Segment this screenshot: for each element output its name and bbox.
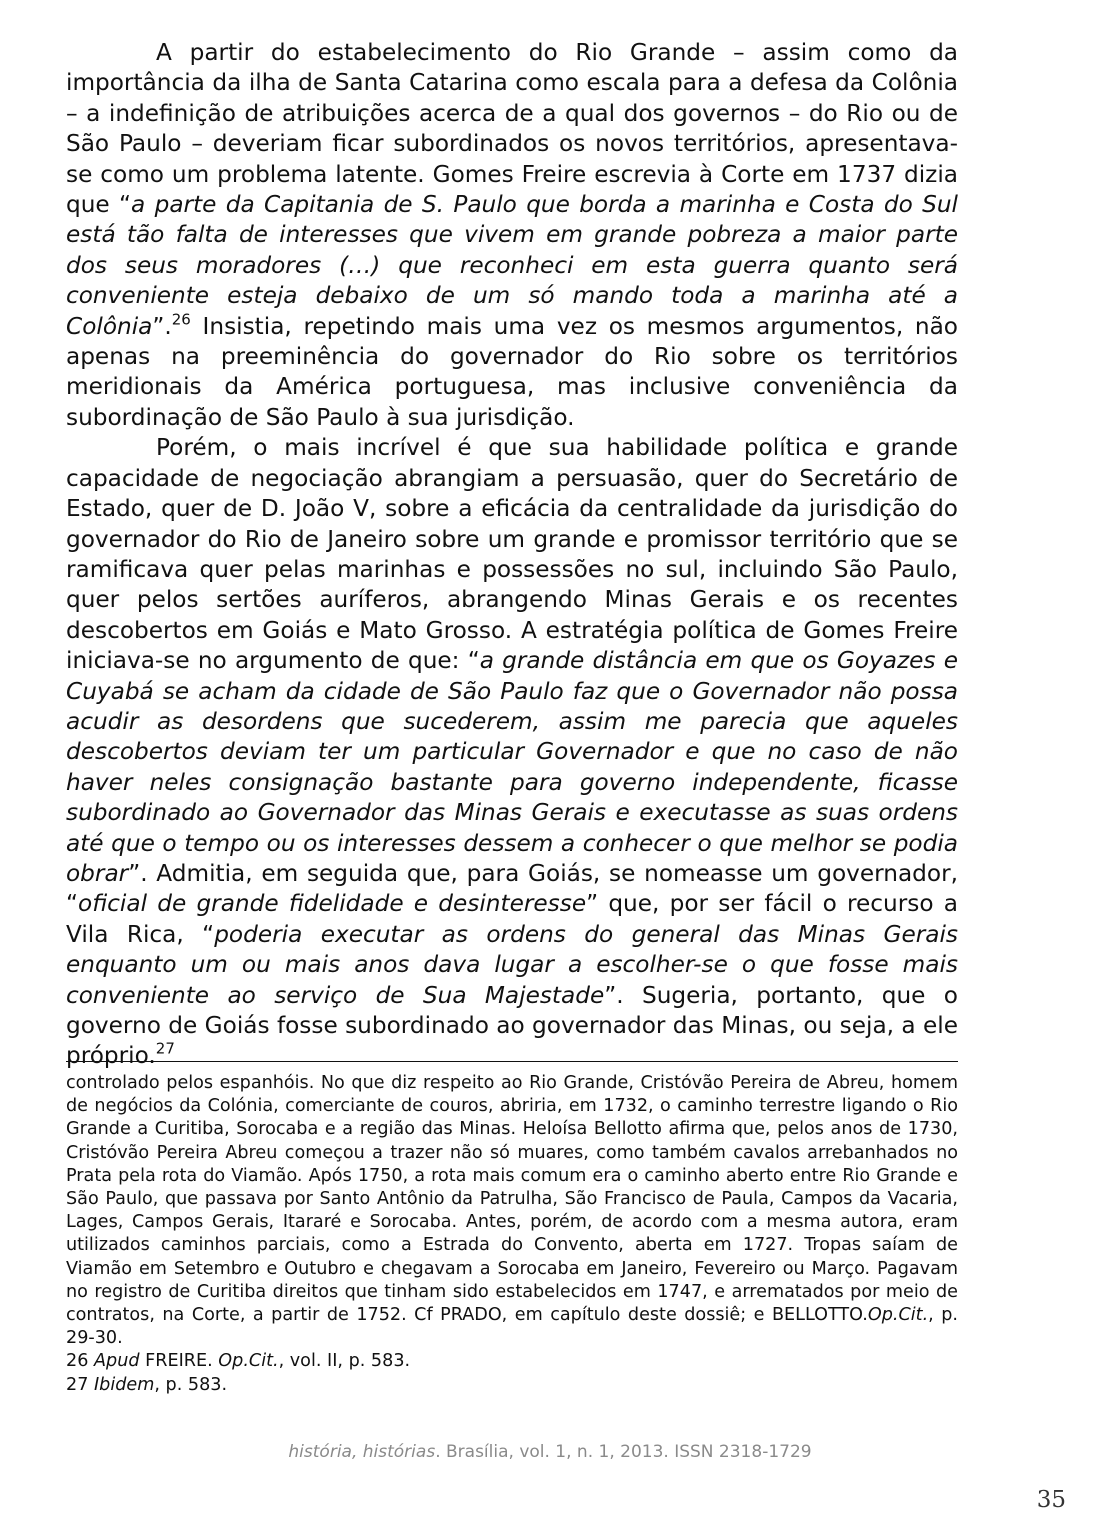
quoted-italic-text: poderia executar as ordens do general das Minas Gerais enquanto um ou mais anos dava lugar a escolher-se o que fosse mais conveniente ao serviço de Sua Majestade [66, 920, 958, 1009]
quoted-italic-text: Op.Cit. [218, 1351, 279, 1372]
text-run: ” que, por ser fácil o recurso a Vila Rica, “ [66, 890, 958, 948]
footnote-27 [66, 1374, 958, 1397]
paragraph-2 [66, 433, 958, 1072]
page-number: 35 [1036, 1487, 1066, 1513]
running-footer [0, 1442, 1100, 1462]
body-text [66, 38, 958, 1072]
quoted-italic-text: oficial de grande fidelidade e desinteresse [78, 890, 587, 918]
footnote-reference: 26 [171, 309, 191, 328]
text-run: A partir do estabelecimento do Rio Grande – assim como da importância da ilha de Santa Catarina como escala para a defesa da Colônia – a indefinição de atribuições acerca de a qual dos governos – do Rio ou de São Paulo – deveriam ficar subordinados os novos territórios, apresentava-se como um problema latente. Gomes Freire escrevia à Corte em 1737 dizia que “ [66, 39, 958, 219]
text-run: FREIRE. [139, 1351, 219, 1372]
text-run: Insistia, repetindo mais uma vez os mesmos argumentos, não apenas na preeminência do governador do Rio sobre os territórios meridionais da América portuguesa, mas inclusive conveniência da subordinação de São Paulo à sua jurisdição. [66, 312, 958, 431]
journal-details: . Brasília, vol. 1, n. 1, 2013. ISSN 2318-1729 [435, 1442, 812, 1462]
footnotes [66, 1072, 958, 1397]
journal-title: história, histórias [288, 1442, 436, 1462]
text-run: ”. [152, 312, 172, 340]
footnote-number: 26 [66, 1351, 89, 1372]
footnote-number: 27 [66, 1374, 89, 1395]
footnote-reference: 27 [155, 1039, 175, 1058]
quoted-italic-text: a parte da Capitania de S. Paulo que borda a marinha e Costa do Sul está tão falta de interesses que vivem em grande pobreza a maior parte dos seus moradores (…) que reconheci em esta guerra quanto será conveniente esteja debaixo de um só mando toda a marinha até a Colônia [66, 191, 958, 340]
text-run: ”. Admitia, em seguida que, para Goiás, se nomeasse um governador, “ [66, 859, 958, 918]
text-run: Porém, o mais incrível é que sua habilidade política e grande capacidade de negociação abrangiam a persuasão, quer do Secretário de Estado, quer de D. João V, sobre a eficácia da centralidade da jurisdição do governador do Rio de Janeiro sobre um grande e promissor território que se ramificava quer pelas marinhas e possessões no sul, incluindo São Paulo, quer pelos sertões auríferos, abrangendo Minas Gerais e os recentes descobertos em Goiás e Mato Grosso. A estratégia política de Gomes Freire iniciava-se no argumento de que: “ [66, 434, 958, 675]
text-run: ”. Sugeria, portanto, que o governo de Goiás fosse subordinado ao governador das Minas, ou seja, a ele próprio. [66, 981, 958, 1070]
text-run: , p. 583. [154, 1374, 228, 1395]
quoted-italic-text: a grande distância em que os Goyazes e Cuyabá se acham da cidade de São Paulo faz que o Governador não possa acudir as desordens que sucederem, assim me parecia que aqueles descobertos deviam ter um particular Governador e que no caso de não haver neles consignação bastante para governo independente, ficasse subordinado ao Governador das Minas Gerais e executasse as suas ordens até que o tempo ou os interesses dessem a conhecer o que melhor se podia obrar [66, 647, 958, 887]
footnote-continuation-text: controlado pelos espanhóis. No que diz respeito ao Rio Grande, Cristóvão Pereira de Abreu, homem de negócios da Colónia, comerciante de couros, abriria, em 1732, o caminho terrestre ligando o Rio Grande a Curitiba, Sorocaba e a região das Minas. Heloísa Bellotto afirma que, pelos anos de 1730, Cristóvão Pereira Abreu começou a trazer não só muares, como também cavalos arrebanhados no Prata pela rota do Viamão. Após 1750, a rota mais comum era o caminho aberto entre Rio Grande e São Paulo, que passava por Santo Antônio da Patrulha, São Francisco de Paula, Campos da Vacaria, Lages, Campos Gerais, Itararé e Sorocaba. Antes, porém, de acordo com a mesma autora, eram utilizados caminhos parciais, como a Estrada do Convento, aberta em 1727. Tropas saíam de Viamão em Setembro e Outubro e chegavam a Sorocaba em Janeiro, Fevereiro ou Março. Pagavam no registro de Curitiba direitos que tinham sido estabelecidos em 1747, e arrematados por meio de contratos, na Corte, a partir de 1752. Cf PRADO, em capítulo deste dossiê; e BELLOTTO. [66, 1073, 958, 1326]
footnote-continuation [66, 1072, 958, 1350]
text-run: , vol. II, p. 583. [278, 1351, 411, 1372]
footnote-26 [66, 1350, 958, 1373]
paragraph-1 [66, 38, 958, 433]
footnote-continuation-ref: Op.Cit. [867, 1305, 929, 1326]
footnote-continuation-tail: , p. 29-30. [66, 1305, 959, 1349]
quoted-italic-text: Apud [93, 1351, 140, 1372]
quoted-italic-text: Ibidem [93, 1374, 155, 1395]
footnote-separator [66, 1061, 958, 1062]
